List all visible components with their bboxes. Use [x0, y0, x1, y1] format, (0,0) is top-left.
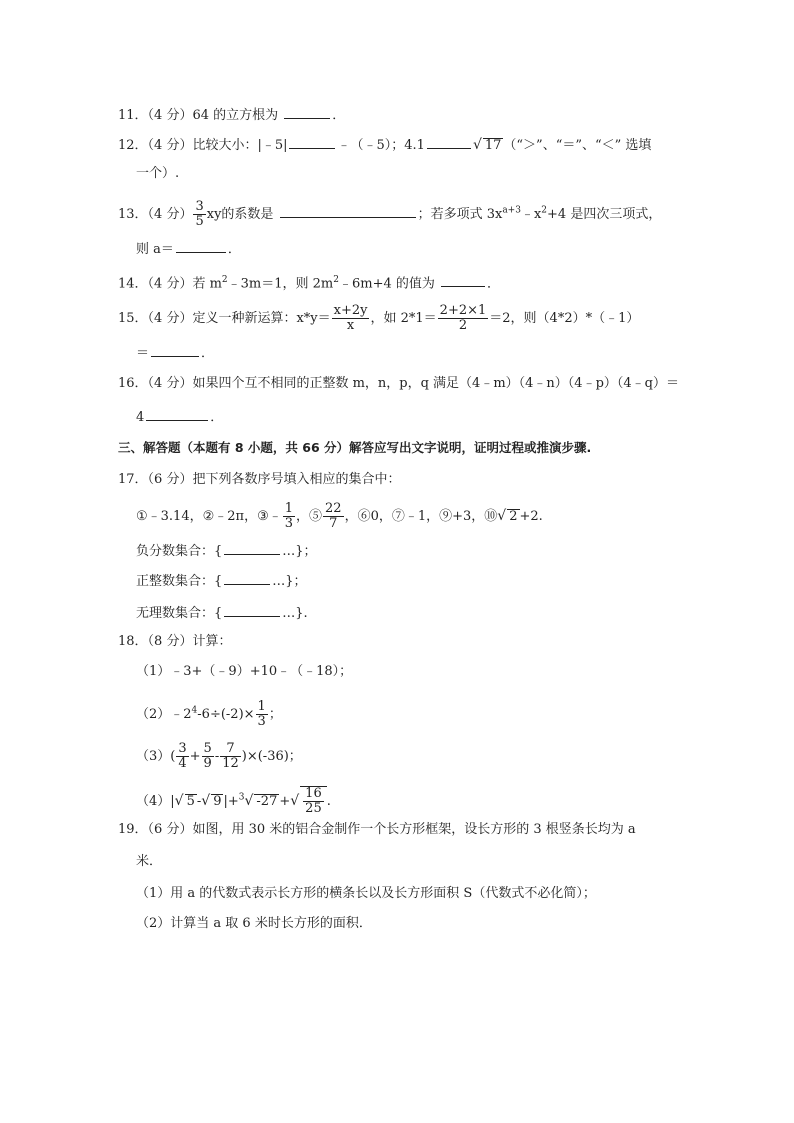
- sub-question-1: （1）﹣3+（﹣9）+10﹣（﹣18）；: [136, 664, 353, 679]
- q-text: ，⑥0，⑦﹣1，⑨+3，⑩: [344, 509, 498, 524]
- q-score: （4 分）: [147, 276, 193, 292]
- q-text: 定义一种新运算：x*y＝: [192, 311, 331, 326]
- q-text: 若 m: [192, 276, 222, 292]
- exponent: 2: [221, 275, 228, 285]
- question-11: [118, 106, 345, 124]
- answer-blank[interactable]: [224, 542, 280, 555]
- q-text: ．: [332, 108, 346, 123]
- sub-question-2: （2）计算当 a 取 6 米时长方形的面积．: [136, 916, 372, 931]
- sqrt-icon: √: [472, 137, 482, 153]
- answer-blank[interactable]: [441, 274, 485, 287]
- q-text: 如图，用 30 米的铝合金制作一个长方形框架，设长方形的 3 根竖条长均为 a: [192, 822, 636, 837]
- q-score: （6 分）: [147, 822, 193, 837]
- answer-blank[interactable]: [151, 344, 199, 357]
- q-text: xy的系数是: [206, 207, 274, 222]
- q-number: 18．: [118, 634, 148, 649]
- q-text: 米．: [136, 854, 163, 869]
- exponent: 4: [191, 705, 198, 716]
- question-16: [118, 376, 679, 392]
- sub-question-4: （4）|√ 5 -√ 9 |+$^3$√ -27 +√ $\frac{16}{25}$ .: [136, 786, 331, 816]
- question-17: [118, 472, 400, 488]
- q-text: +4 是四次三项式，: [547, 207, 662, 222]
- question-15-line2: [136, 344, 214, 362]
- q-score: （4 分）: [147, 108, 193, 123]
- q-score: （4 分）: [147, 207, 193, 222]
- question-13-line2: [136, 240, 241, 258]
- q-text: ＝: [136, 346, 150, 361]
- q-number: 15．: [118, 311, 148, 326]
- fraction: $\frac{3}{4}$: [178, 741, 187, 771]
- q-score: （4 分）: [147, 311, 193, 326]
- question-19: [118, 822, 636, 838]
- q-number: 11．: [118, 108, 148, 123]
- fraction-radicand: $\frac{16}{25}$: [300, 786, 327, 816]
- question-12: [118, 136, 651, 154]
- sub-question-2: $(2)﹣2^4-6\div(-2)\times$ $\frac{1}{3}$ ；: [136, 699, 282, 729]
- q-score: （6 分）: [147, 472, 193, 487]
- q-text: ；若多项式 3x: [417, 207, 503, 222]
- question-18: [118, 634, 231, 650]
- answer-blank[interactable]: [284, 106, 330, 119]
- q-text: 计算：: [192, 634, 232, 649]
- sqrt-icon: √: [201, 793, 211, 809]
- q-text: 比较大小：|﹣5|: [192, 138, 288, 153]
- question-14: [118, 272, 500, 292]
- q-text: ①﹣3.14，②﹣2π，③﹣: [136, 509, 282, 524]
- q-text: +2.: [519, 509, 543, 524]
- q-text: ，如 2*1＝: [370, 311, 437, 326]
- sub-question-1: （1）用 a 的代数式表示长方形的横条长以及长方形面积 S（代数式不必化简）；: [136, 886, 596, 901]
- fraction: $\frac{3}{5}$: [195, 199, 204, 229]
- exponent: 2: [541, 205, 548, 216]
- fraction: $\frac{1}{3}$: [284, 501, 294, 531]
- root-index: 3: [238, 792, 245, 803]
- section-heading: 三、解答题（本题有 8 小题，共 66 分）解答应写出文字说明，证明过程或推演步骤.: [118, 440, 592, 455]
- radicand: 2: [509, 509, 518, 524]
- answer-blank[interactable]: [146, 408, 208, 421]
- sqrt-icon: √: [174, 793, 184, 809]
- q-number: 12．: [118, 138, 148, 153]
- q-text: 如果四个互不相同的正整数 m，n，p，q 满足（4﹣m）（4﹣n）（4﹣p）（4﹣q）＝: [192, 376, 679, 391]
- answer-blank[interactable]: [280, 205, 416, 218]
- question-13: [118, 200, 661, 229]
- sub-question-3: （3）( $\frac{3}{4}$ + $\frac{5}{9}$ - $\frac{7}{12}$ )×(-36)；: [136, 741, 302, 771]
- q-text: 则 a＝: [136, 242, 174, 257]
- q-text: ．: [210, 410, 224, 425]
- exponent: a+3: [502, 205, 521, 216]
- sqrt-icon: √: [290, 793, 300, 809]
- q-text: 4: [136, 410, 145, 425]
- q-text: ．: [227, 242, 241, 257]
- question-16-line2: [136, 408, 223, 426]
- set-negative-fractions: 负分数集合：{ …}；: [136, 544, 317, 559]
- fraction: $\frac{7}{12}$: [222, 741, 239, 771]
- fraction: $\frac{22}{7}$: [325, 501, 342, 531]
- answer-blank[interactable]: [289, 136, 335, 149]
- radicand: 17: [484, 138, 502, 153]
- q-text: 一个）.: [136, 166, 180, 181]
- q-text: ，⑤: [296, 509, 323, 524]
- q-number: 14．: [118, 276, 148, 292]
- q-number: 16．: [118, 376, 148, 391]
- q-text: 64 的立方根为: [192, 108, 279, 123]
- q-text: ．: [201, 346, 215, 361]
- number-list: [136, 502, 543, 531]
- sqrt-icon: √: [497, 508, 507, 524]
- q-number: 17．: [118, 472, 148, 487]
- cube-root-icon: √: [244, 793, 254, 809]
- q-text: ﹣6m+4 的值为: [339, 276, 435, 292]
- answer-blank[interactable]: [224, 572, 270, 585]
- question-15: [118, 304, 639, 333]
- set-positive-integers: 正整数集合：{ …}；: [136, 574, 307, 589]
- q-text: 把下列各数序号填入相应的集合中：: [192, 472, 401, 487]
- exponent: 2: [333, 275, 339, 285]
- answer-blank[interactable]: [427, 136, 471, 149]
- fraction: $\frac{1}{3}$: [257, 699, 266, 729]
- q-text: ﹣x: [520, 207, 542, 222]
- q-score: （8 分）: [147, 634, 193, 649]
- fraction: $\frac{2+2\times 1}{2}$: [439, 303, 487, 333]
- q-text: ＝2，则（4*2）*（﹣1）: [489, 311, 640, 326]
- fraction: $\frac{5}{9}$: [203, 741, 212, 771]
- answer-blank[interactable]: [176, 240, 226, 253]
- q-text: ．: [487, 276, 501, 292]
- fraction: $\frac{x+2y}{x}$: [333, 303, 368, 333]
- q-number: 13．: [118, 207, 148, 222]
- q-score: （4 分）: [147, 376, 193, 391]
- q-score: （4 分）: [147, 138, 193, 153]
- answer-blank[interactable]: [224, 604, 280, 617]
- q-text: ﹣（﹣5）；4.1: [337, 138, 425, 153]
- q-text: ﹣3m＝1，则 2m: [227, 276, 334, 292]
- set-irrationals: 无理数集合：{ …}.: [136, 606, 308, 621]
- q-number: 19．: [118, 822, 148, 837]
- q-text: （“＞”、“＝”、“＜” 选填: [503, 138, 652, 153]
